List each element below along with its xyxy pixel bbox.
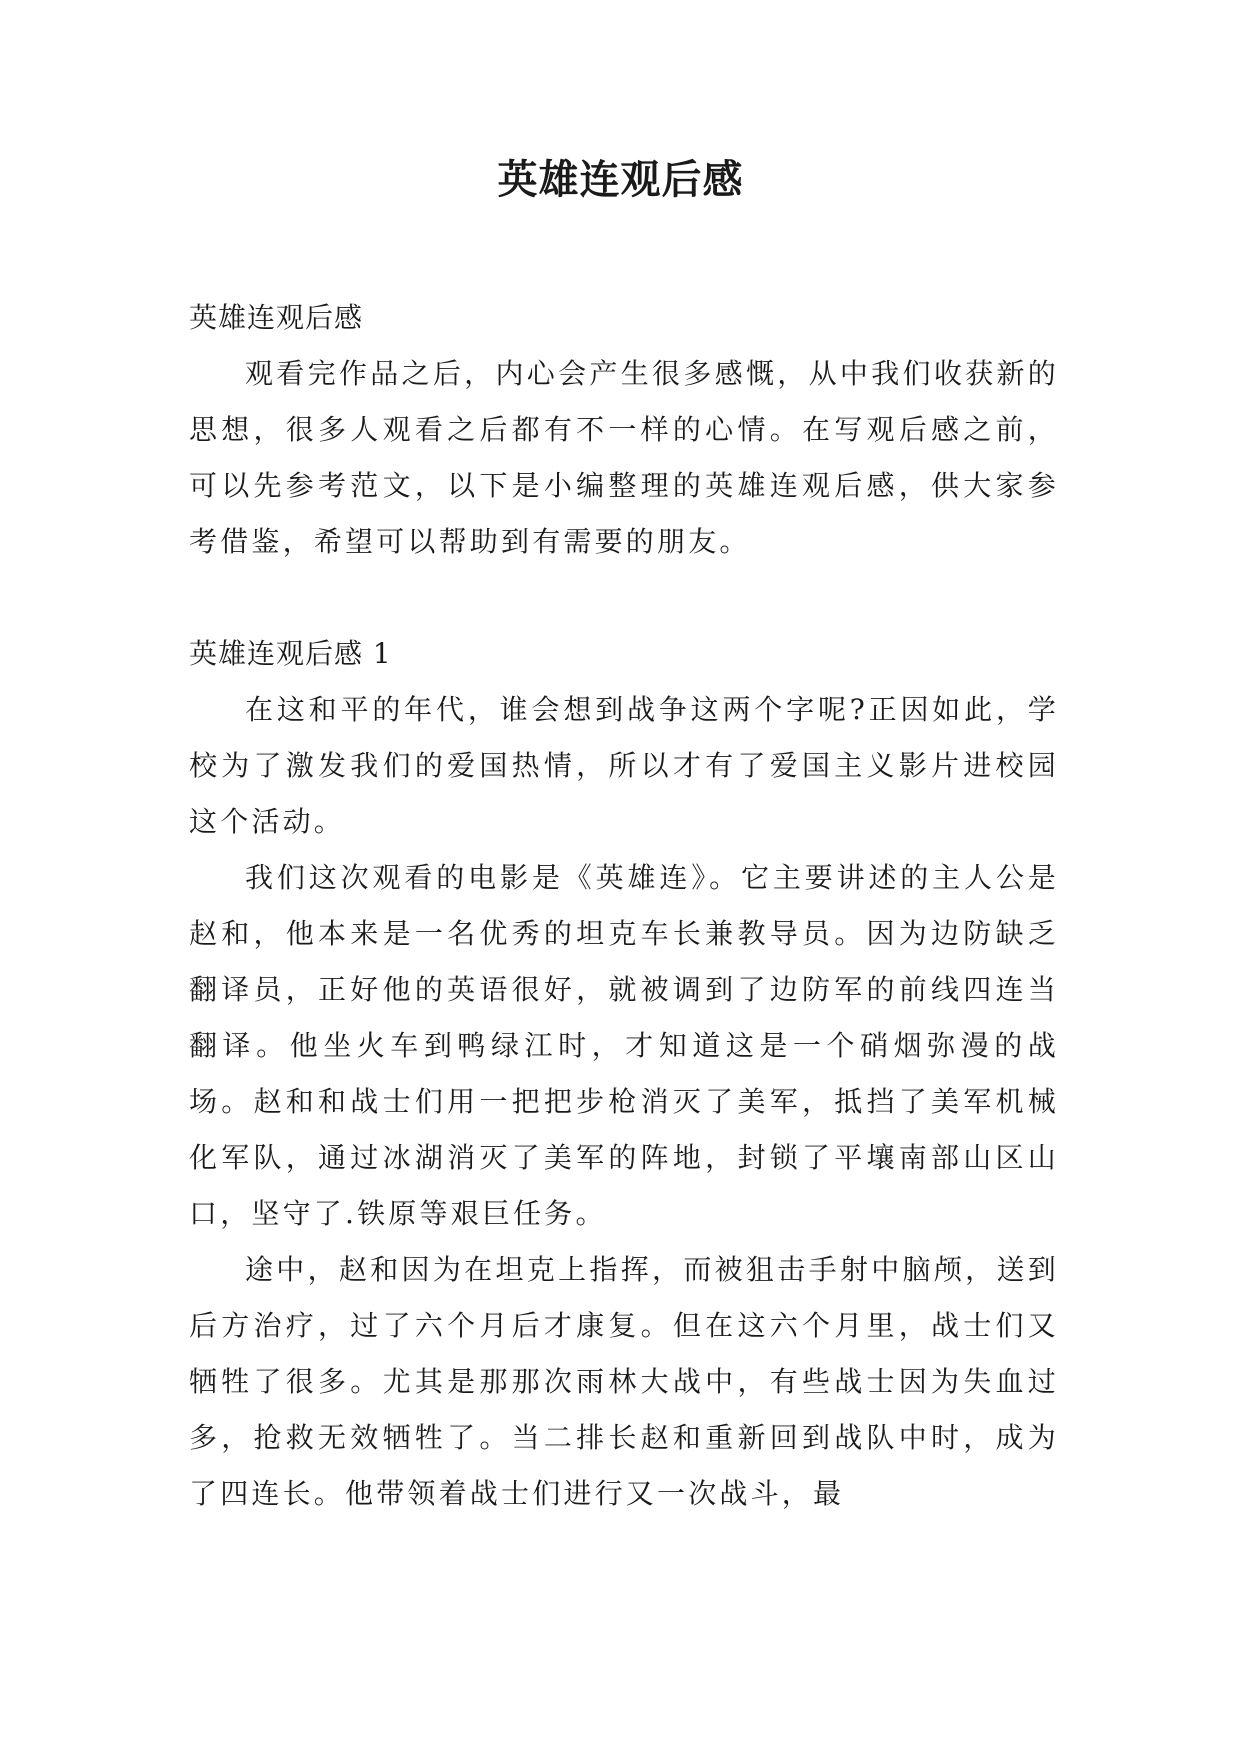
intro-paragraph: 观看完作品之后，内心会产生很多感慨，从中我们收获新的思想，很多人观看之后都有不一样的心情。在写观后感之前，可以先参考范文，以下是小编整理的英雄连观后感，供大家参考借鉴，希望可以帮助到有需要的朋友。 <box>189 357 1059 558</box>
section1-paragraph-3: 途中，赵和因为在坦克上指挥，而被狙击手射中脑颅，送到后方治疗，过了六个月后才康复。但在这六个月里，战士们又牺牲了很多。尤其是那那次雨林大战中，有些战士因为失血过多，抢救无效牺牲了。当二排长赵和重新回到战队中时，成为了四连长。他带领着战士们进行又一次战斗，最 <box>189 1253 1059 1510</box>
section1-heading: 英雄连观后感 1 <box>189 637 392 670</box>
intro-heading: 英雄连观后感 <box>189 301 364 334</box>
section1-paragraph-2: 我们这次观看的电影是《英雄连》。它主要讲述的主人公是赵和，他本来是一名优秀的坦克车长兼教导员。因为边防缺乏翻译员，正好他的英语很好，就被调到了边防军的前线四连当翻译。他坐火车到鸭绿江时，才知道这是一个硝烟弥漫的战场。赵和和战士们用一把把步枪消灭了美军，抵挡了美军机械化军队，通过冰湖消灭了美军的阵地，封锁了平壤南部山区山口，坚守了.铁原等艰巨任务。 <box>189 861 1059 1230</box>
document-body <box>189 290 1059 1522</box>
section1-paragraph-1: 在这和平的年代，谁会想到战争这两个字呢?正因如此，学校为了激发我们的爱国热情，所以才有了爱国主义影片进校园这个活动。 <box>189 693 1059 838</box>
document-title: 英雄连观后感 <box>497 156 744 203</box>
section-spacer <box>189 570 1059 626</box>
